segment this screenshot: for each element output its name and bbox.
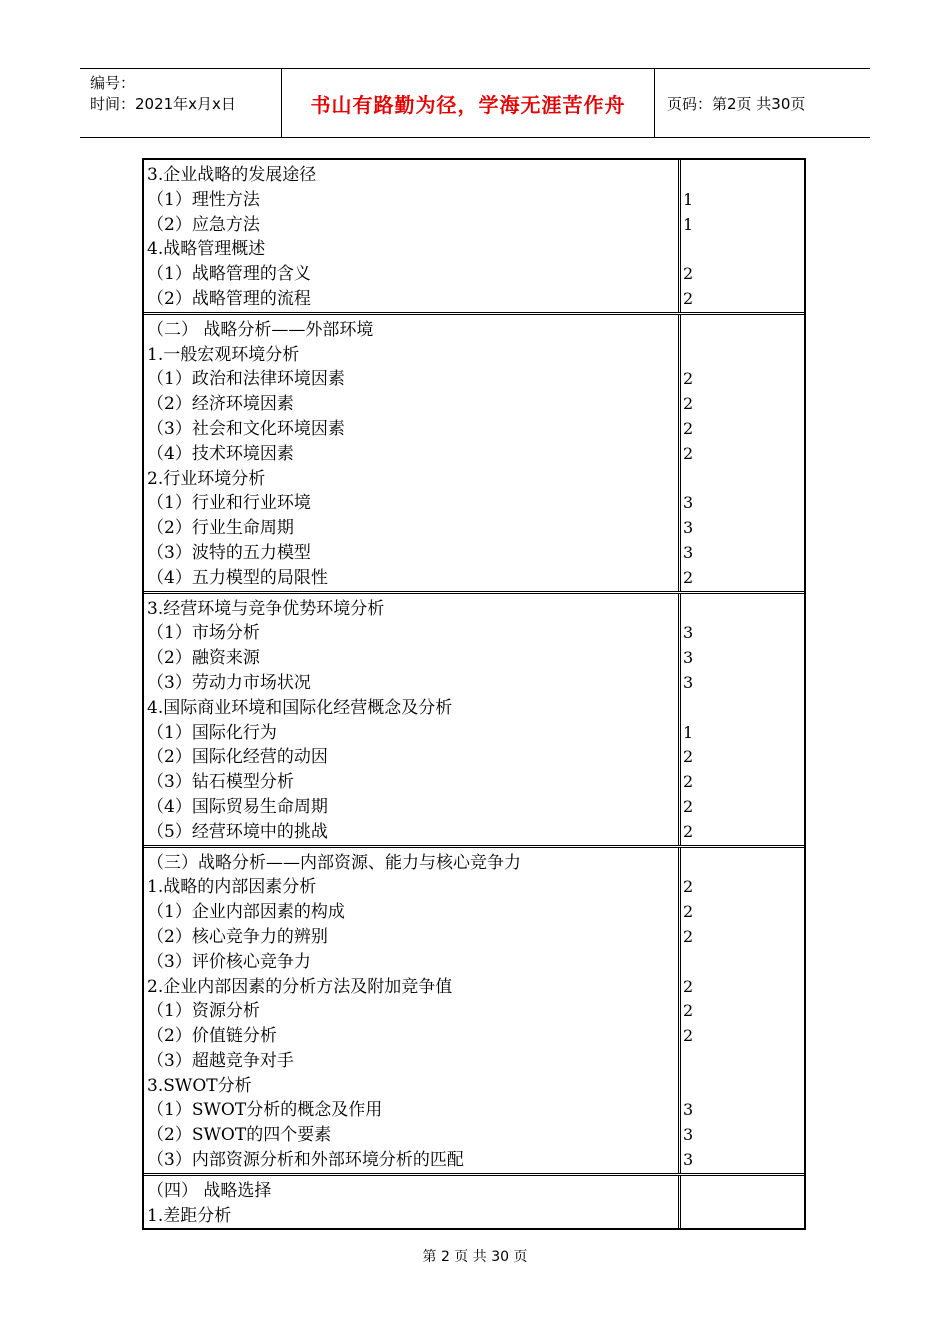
topic-level: 2 [683, 902, 694, 922]
page-header [80, 68, 870, 138]
topic-text: （3）社会和文化环境因素 [147, 418, 345, 439]
topic-level: 2 [683, 821, 694, 841]
topic-text: （4）国际贸易生命周期 [147, 796, 328, 817]
topic-level: 2 [683, 394, 694, 414]
topic-text: （2）应急方法 [147, 214, 260, 235]
topic-level [681, 851, 804, 876]
topic-level: 3 [683, 1125, 694, 1145]
topic-text: （3）波特的五力模型 [147, 542, 311, 563]
topic-text: （3）超越竞争对手 [147, 1050, 294, 1071]
syllabus-table [142, 158, 806, 1230]
topic-text: 1.差距分析 [147, 1205, 232, 1226]
table-section [144, 591, 804, 845]
topic-column [144, 594, 681, 845]
level-column [681, 1176, 804, 1229]
header-meta [80, 69, 282, 137]
topic-text: （1）市场分析 [147, 623, 260, 644]
topic-level: 2 [683, 418, 694, 438]
topic-text: 1.一般宏观环境分析 [147, 344, 300, 365]
topic-level: 2 [683, 926, 694, 946]
level-column [681, 594, 804, 845]
topic-level [681, 343, 804, 368]
topic-level: 3 [683, 648, 694, 668]
topic-level: 2 [683, 288, 694, 308]
table-section [144, 845, 804, 1173]
topic-text: 3.经营环境与竞争优势环境分析 [147, 598, 385, 619]
topic-level [681, 318, 804, 343]
topic-level: 2 [683, 796, 694, 816]
header-motto: 书山有路勤为径，学海无涯苦作舟 [282, 69, 655, 137]
topic-level [681, 1074, 804, 1099]
topic-column [144, 1176, 681, 1229]
topic-text: （4）五力模型的局限性 [147, 567, 328, 588]
topic-level [681, 1049, 804, 1074]
topic-level: 1 [683, 189, 694, 209]
topic-text: （3）劳动力市场状况 [147, 672, 311, 693]
topic-text: （1）行业和行业环境 [147, 493, 311, 514]
topic-text: （2）经济环境因素 [147, 394, 294, 415]
topic-level: 3 [683, 518, 694, 538]
topic-level: 3 [683, 672, 694, 692]
document-date-label: 时间：2021年x月x日 [90, 95, 236, 113]
topic-text: （2）SWOT的四个要素 [147, 1125, 332, 1146]
level-column [681, 848, 804, 1173]
topic-text: （1）理性方法 [147, 189, 260, 210]
topic-level: 3 [683, 1100, 694, 1120]
topic-text: （1）政治和法律环境因素 [147, 369, 345, 390]
table-section [144, 1173, 804, 1229]
topic-text: （2）行业生命周期 [147, 518, 294, 539]
topic-level [681, 163, 804, 188]
page-footer: 第 2 页 共 30 页 [422, 1249, 528, 1265]
topic-text: （二） 战略分析——外部环境 [147, 319, 374, 340]
topic-text: （2）国际化经营的动因 [147, 747, 328, 768]
topic-column [144, 160, 681, 312]
topic-text: 3.企业战略的发展途径 [147, 165, 317, 185]
level-column [681, 315, 804, 591]
topic-level: 2 [683, 1026, 694, 1046]
topic-level: 3 [683, 1150, 694, 1170]
topic-level: 1 [683, 722, 694, 742]
topic-level: 2 [683, 369, 694, 389]
topic-level [681, 696, 804, 721]
topic-text: （5）经营环境中的挑战 [147, 821, 328, 842]
topic-level [681, 950, 804, 975]
header-page-code: 页码：第2页 共30页 [667, 94, 806, 113]
document-number-label: 编号： [90, 74, 136, 92]
table-section [144, 312, 804, 591]
topic-level: 1 [683, 214, 694, 234]
topic-text: （2）战略管理的流程 [147, 288, 311, 309]
topic-level: 2 [683, 567, 694, 587]
topic-text: （2）融资来源 [147, 648, 260, 669]
topic-text: （4）技术环境因素 [147, 443, 294, 464]
topic-text: 1.战略的内部因素分析 [147, 877, 317, 898]
topic-level: 2 [683, 747, 694, 767]
topic-text: （四） 战略选择 [147, 1180, 272, 1201]
topic-text: （1）国际化行为 [147, 722, 277, 743]
topic-level [681, 467, 804, 492]
topic-text: （2）价值链分析 [147, 1026, 277, 1047]
topic-level: 2 [683, 1001, 694, 1021]
level-column [681, 160, 804, 312]
topic-text: 2.企业内部因素的分析方法及附加竞争值 [147, 976, 453, 997]
topic-level [681, 237, 804, 262]
topic-column [144, 848, 681, 1173]
topic-text: 3.SWOT分析 [147, 1075, 252, 1096]
topic-text: （三）战略分析——内部资源、能力与核心竞争力 [147, 852, 521, 873]
topic-level: 3 [683, 542, 694, 562]
topic-text: （2）核心竞争力的辨别 [147, 926, 328, 947]
topic-text: 4.国际商业环境和国际化经营概念及分析 [147, 697, 453, 718]
topic-level: 3 [683, 623, 694, 643]
topic-text: （3）钻石模型分析 [147, 772, 294, 793]
topic-text: （1）SWOT分析的概念及作用 [147, 1100, 383, 1121]
topic-level: 2 [683, 976, 694, 996]
topic-level: 2 [683, 877, 694, 897]
topic-text: （3）内部资源分析和外部环境分析的匹配 [147, 1150, 464, 1171]
topic-text: 2.行业环境分析 [147, 468, 266, 489]
topic-level [681, 1204, 804, 1229]
topic-text: （3）评价核心竞争力 [147, 951, 311, 972]
topic-text: （1）企业内部因素的构成 [147, 902, 345, 923]
topic-column [144, 315, 681, 591]
topic-level: 2 [683, 264, 694, 284]
topic-level: 2 [683, 772, 694, 792]
topic-level: 3 [683, 493, 694, 513]
topic-level [681, 597, 804, 622]
topic-level [681, 1179, 804, 1204]
topic-level: 2 [683, 443, 694, 463]
topic-text: （1）战略管理的含义 [147, 264, 311, 285]
table-section [144, 160, 804, 312]
topic-text: （1）资源分析 [147, 1001, 260, 1022]
topic-text: 4.战略管理概述 [147, 239, 266, 260]
